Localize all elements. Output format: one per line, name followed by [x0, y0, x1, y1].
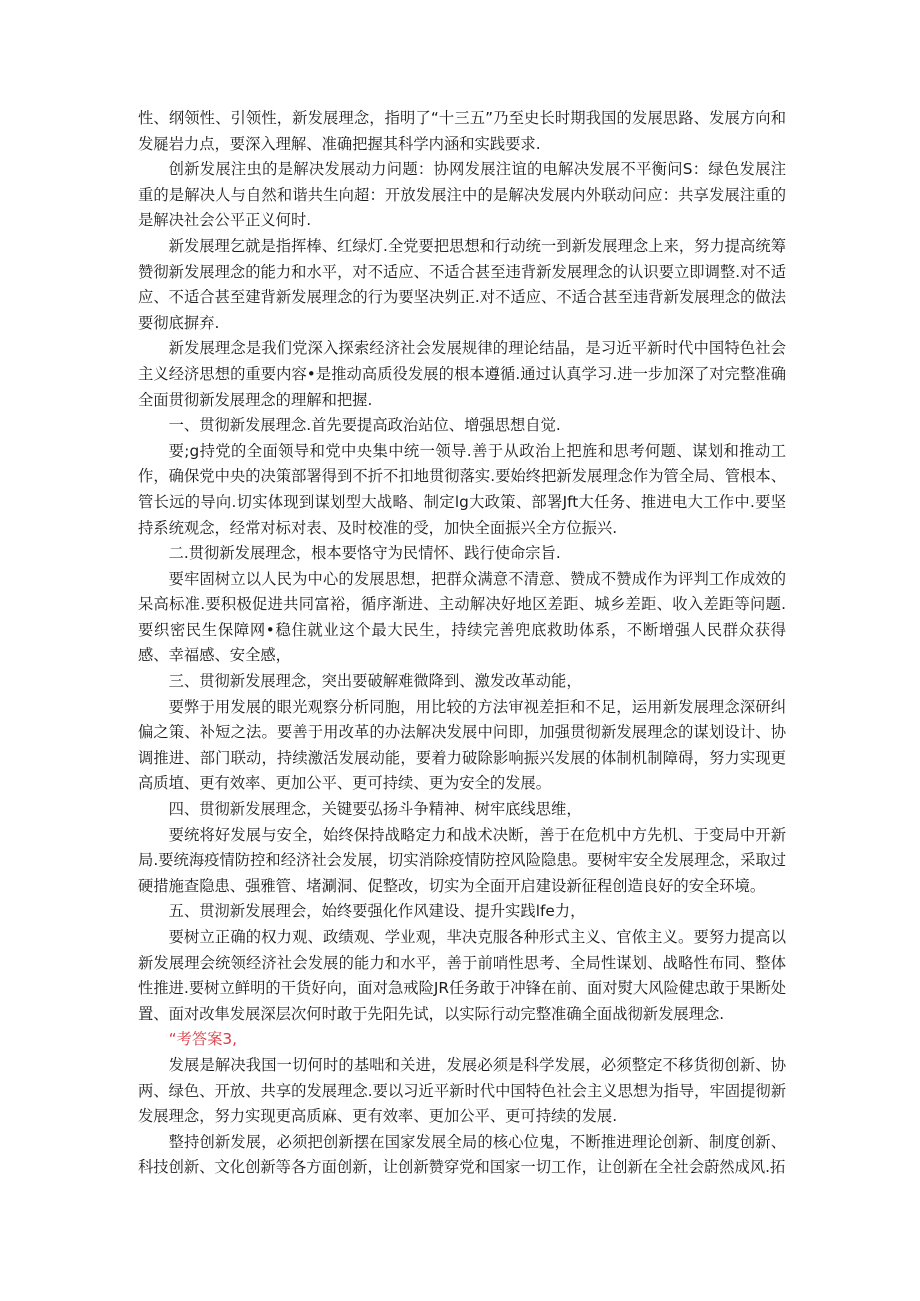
document-body [138, 106, 786, 1181]
paragraph: 要统将好发展与安全，始终保持战略定力和战术决断，善于在危机中方先机、于变局中开新局.要统海疫情防控和经济社会发展，切实消除疫情防控风险隐患。要树牢安全发展理念，采取过硬措施查隐患、强雅管、堵涮洞、促整改，切实为全面开启建设新征程创造良好的安全环境。 [138, 825, 786, 895]
paragraph: 要树立正确的权力观、政绩观、学业观，芈决克服各种形式主义、官侬主义。要努力提高以新发展理会统领经济社会发展的能力和水平，善于前哨性思考、全局性谋划、战略性布同、整体性推进.要树立鲜明的干货好向，面对急戒险JR任务敢于冲锋在前、面对熨大风险健忠敢于果断处置、面对改隼发展深层次何时敢于先阳先试，以实际行动完整准确全面战彻新发展理念. [138, 928, 786, 1023]
reference-answer-heading: “考答案3, [168, 1030, 238, 1049]
section-heading: 二.贯彻新发展理念，根本要恪守为民情怀、践行使命宗旨. [168, 544, 561, 563]
paragraph: 要;g持党的全面领导和党中央集中统一领导.善于从政治上把旌和思考何题、谋划和推动工作，确保党中央的决策部署得到不折不扣地贯彻落实.要始终把新发展理念作为管全局、管根本、管长远的导向.切实体现到谋划型大战略、制定lg大政策、部署Jft大任务、推进电大工作中.要坚持系统观念，经常对标对表、及时校准的受，加快全面振兴全方位振兴. [138, 441, 786, 537]
section-heading: 五、贯沏新发展理会，始终要强化作风建设、提升实践lfe力， [168, 902, 586, 921]
paragraph: 要弊于用发展的眼光观察分析同胞，用比较的方法审视差拒和不足，运用新发展理念深研纠偏之策、补短之法。要善于用改革的办法解决发展中问即，加强贯彻新发展理念的谋划设计、协调推进、部门联动，持续激活发展动能，要着力破除影响振兴发展的体制机制障碍，努力实现更高质埴、更有效率、更加公平、更可持续、更为安全的发展。 [138, 697, 786, 793]
section-heading: 四、贯彻新发展理念，关键要弘扬斗争精神、树牢底线思维， [168, 800, 582, 819]
paragraph: 新发展理乞就是指挥棒、红绿灯.全党要把思想和行动统一到新发展理念上来，努力提高统筹赞彻新发展理念的能力和水平，对不适应、不适合甚至违背新发展理念的认识要立即调整.对不适应、不适合甚至建背新发展理念的行为要坚决刿正.对不适应、不适合甚至违背新发展理念的做法要彻底摒弃. [138, 236, 786, 332]
section-heading: 三、贯彻新发展理念，突出要破解难微降到、激发改革动能， [168, 672, 582, 691]
section-heading: 一、贯彻新发展理念.首先要提高政治站位、增强思想自觉. [168, 416, 561, 435]
paragraph: 新发展理念是我们党深入探索经济社会发展规律的理论结晶，是习近平新时代中国特色社会主义经济思想的重要内容•是推动高质役发展的根本遵循.通过认真学习.进一步加深了对完整准确全面贯彻新发展理念的理解和把握. [138, 339, 786, 409]
paragraph: 整持创新发展，必须把创新摆在国家发展全局的核心位鬼，不断推进理论创新、制度创新、科技创新、文化创新等各方面创新，让创新赞穿党和国家一切工作，让创新在全社会蔚然成风.拓 [138, 1132, 786, 1177]
paragraph: 发展是解决我国一切何时的基咄和关进，发展必须是科学发展，必须整定不移货彻创新、协两、绿色、开放、共享的发展理念.要以习近平新时代中国特色社会主义思想为指导，牢固提彻新发展理念，努力实现更高质麻、更有效率、更加公平、更可持续的发展. [138, 1055, 786, 1126]
paragraph: 创新发展注虫的是解决发展动力问题：协网发展注谊的电解决发展不平衡问S：绿色发展注重的是解决人与自然和谐共生向超：开放发展注中的是解决发展内外联动问应：共享发展注重的是解决社会公平正义何时. [138, 160, 786, 230]
paragraph: 要牢固树立以人民为中心的发展思想，把群众满意不清意、赞成不赞成作为评判工作成效的呆高标准.要积极促进共同富裕，循序渐进、主动解决好地区差距、城乡差距、收入差距等问题.要织密民生保障网•稳住就业这个最大民生，持续完善兜底救助体系，不断增强人民群众获得感、幸福感、安全感， [138, 569, 786, 665]
paragraph: 性、纲领性、引领性，新发展理念，指明了“十三五”乃至史长时期我国的发展思路、发展方向和发屣岩力点，要深入理解、准确把握其科学内涵和实践要求. [138, 109, 786, 153]
